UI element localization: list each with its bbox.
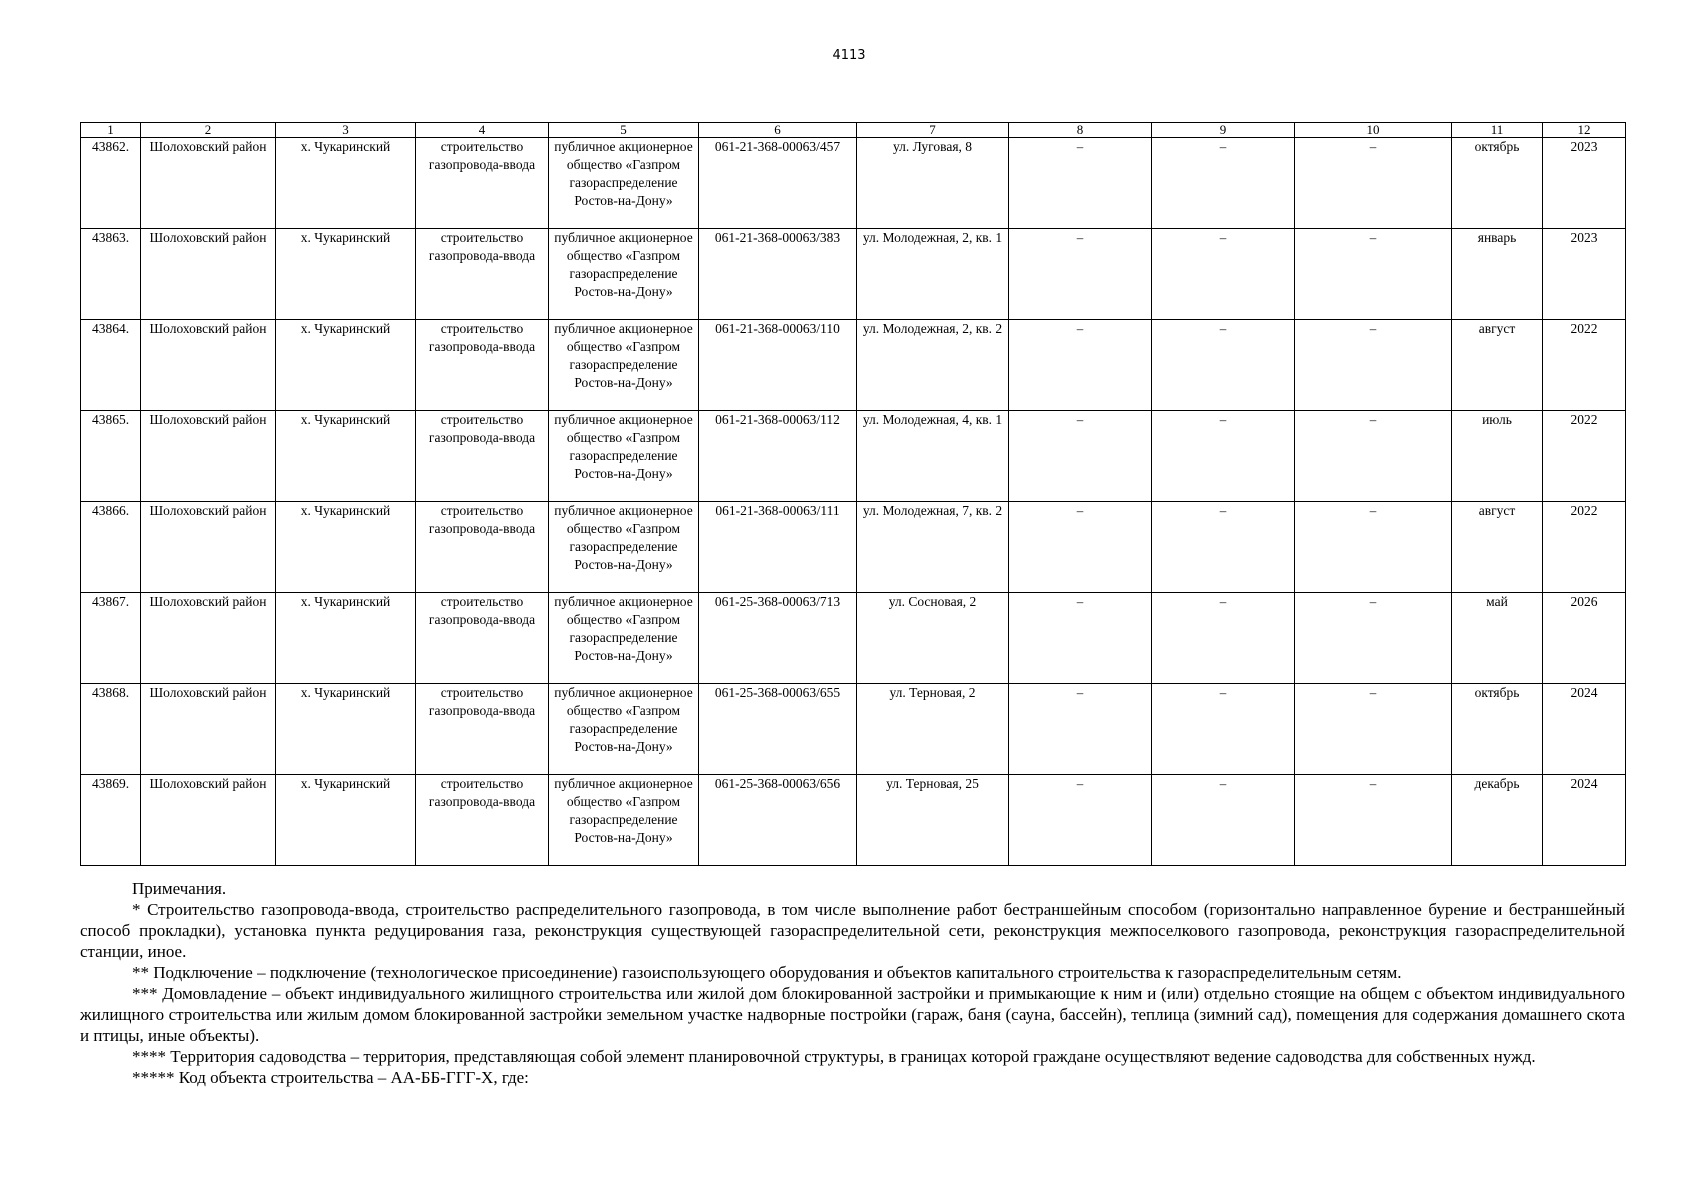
column-8-cell: – bbox=[1009, 320, 1152, 411]
year-cell: 2022 bbox=[1543, 411, 1626, 502]
locality-cell: х. Чукаринский bbox=[276, 593, 416, 684]
column-10-cell: – bbox=[1295, 411, 1452, 502]
organization-cell: публичное акционерное общество «Газпром газораспределение Ростов-на-Дону» bbox=[549, 593, 699, 684]
column-10-cell: – bbox=[1295, 502, 1452, 593]
row-number: 43869. bbox=[81, 775, 141, 866]
table-row bbox=[81, 593, 1626, 684]
month-cell: январь bbox=[1452, 229, 1543, 320]
row-number: 43867. bbox=[81, 593, 141, 684]
address-cell: ул. Луговая, 8 bbox=[857, 138, 1009, 229]
organization-cell: публичное акционерное общество «Газпром газораспределение Ростов-на-Дону» bbox=[549, 320, 699, 411]
organization-cell: публичное акционерное общество «Газпром газораспределение Ростов-на-Дону» bbox=[549, 502, 699, 593]
organization-cell: публичное акционерное общество «Газпром газораспределение Ростов-на-Дону» bbox=[549, 775, 699, 866]
district-cell: Шолоховский район bbox=[141, 775, 276, 866]
object-code-cell: 061-21-368-00063/112 bbox=[699, 411, 857, 502]
notes-section bbox=[80, 878, 1625, 1088]
column-10-cell: – bbox=[1295, 229, 1452, 320]
month-cell: август bbox=[1452, 502, 1543, 593]
column-number: 3 bbox=[276, 123, 416, 138]
column-10-cell: – bbox=[1295, 320, 1452, 411]
notes-heading: Примечания. bbox=[132, 879, 227, 898]
note-paragraph: ** Подключение – подключение (технологическое присоединение) газоиспользующего оборудования и объектов капитального строительства к газораспределительным сетям. bbox=[132, 963, 1402, 982]
column-8-cell: – bbox=[1009, 138, 1152, 229]
locality-cell: х. Чукаринский bbox=[276, 502, 416, 593]
column-9-cell: – bbox=[1152, 138, 1295, 229]
column-number: 9 bbox=[1152, 123, 1295, 138]
page-number: 4113 bbox=[832, 48, 866, 63]
month-cell: декабрь bbox=[1452, 775, 1543, 866]
month-cell: октябрь bbox=[1452, 138, 1543, 229]
organization-cell: публичное акционерное общество «Газпром газораспределение Ростов-на-Дону» bbox=[549, 138, 699, 229]
column-10-cell: – bbox=[1295, 684, 1452, 775]
column-number: 5 bbox=[549, 123, 699, 138]
column-8-cell: – bbox=[1009, 502, 1152, 593]
row-number: 43866. bbox=[81, 502, 141, 593]
table-row bbox=[81, 320, 1626, 411]
column-8-cell: – bbox=[1009, 684, 1152, 775]
month-cell: октябрь bbox=[1452, 684, 1543, 775]
month-cell: июль bbox=[1452, 411, 1543, 502]
row-number: 43868. bbox=[81, 684, 141, 775]
registry-table bbox=[80, 122, 1626, 866]
object-code-cell: 061-25-368-00063/713 bbox=[699, 593, 857, 684]
column-number: 10 bbox=[1295, 123, 1452, 138]
column-8-cell: – bbox=[1009, 411, 1152, 502]
district-cell: Шолоховский район bbox=[141, 229, 276, 320]
column-10-cell: – bbox=[1295, 775, 1452, 866]
address-cell: ул. Молодежная, 7, кв. 2 bbox=[857, 502, 1009, 593]
object-code-cell: 061-21-368-00063/457 bbox=[699, 138, 857, 229]
locality-cell: х. Чукаринский bbox=[276, 138, 416, 229]
address-cell: ул. Молодежная, 4, кв. 1 bbox=[857, 411, 1009, 502]
work-type-cell: строительство газопровода-ввода bbox=[416, 775, 549, 866]
year-cell: 2026 bbox=[1543, 593, 1626, 684]
work-type-cell: строительство газопровода-ввода bbox=[416, 229, 549, 320]
organization-cell: публичное акционерное общество «Газпром газораспределение Ростов-на-Дону» bbox=[549, 229, 699, 320]
note-paragraph: ***** Код объекта строительства – АА-ББ-ГГГ-Х, где: bbox=[132, 1068, 529, 1087]
year-cell: 2023 bbox=[1543, 229, 1626, 320]
column-number: 1 bbox=[81, 123, 141, 138]
column-9-cell: – bbox=[1152, 320, 1295, 411]
row-number: 43862. bbox=[81, 138, 141, 229]
district-cell: Шолоховский район bbox=[141, 593, 276, 684]
column-9-cell: – bbox=[1152, 593, 1295, 684]
table-row bbox=[81, 502, 1626, 593]
object-code-cell: 061-21-368-00063/110 bbox=[699, 320, 857, 411]
column-number: 7 bbox=[857, 123, 1009, 138]
district-cell: Шолоховский район bbox=[141, 502, 276, 593]
column-number: 4 bbox=[416, 123, 549, 138]
address-cell: ул. Молодежная, 2, кв. 1 bbox=[857, 229, 1009, 320]
year-cell: 2024 bbox=[1543, 684, 1626, 775]
object-code-cell: 061-21-368-00063/383 bbox=[699, 229, 857, 320]
note-paragraph: **** Территория садоводства – территория, представляющая собой элемент планировочной структуры, в границах которой граждане осуществляют ведение садоводства для собственных нужд. bbox=[132, 1047, 1536, 1066]
table-row bbox=[81, 138, 1626, 229]
object-code-cell: 061-25-368-00063/656 bbox=[699, 775, 857, 866]
column-number: 11 bbox=[1452, 123, 1543, 138]
locality-cell: х. Чукаринский bbox=[276, 229, 416, 320]
column-10-cell: – bbox=[1295, 593, 1452, 684]
locality-cell: х. Чукаринский bbox=[276, 684, 416, 775]
year-cell: 2023 bbox=[1543, 138, 1626, 229]
column-10-cell: – bbox=[1295, 138, 1452, 229]
column-9-cell: – bbox=[1152, 229, 1295, 320]
year-cell: 2022 bbox=[1543, 320, 1626, 411]
row-number: 43864. bbox=[81, 320, 141, 411]
row-number: 43865. bbox=[81, 411, 141, 502]
month-cell: май bbox=[1452, 593, 1543, 684]
column-9-cell: – bbox=[1152, 411, 1295, 502]
district-cell: Шолоховский район bbox=[141, 320, 276, 411]
district-cell: Шолоховский район bbox=[141, 138, 276, 229]
table-row bbox=[81, 684, 1626, 775]
column-number: 6 bbox=[699, 123, 857, 138]
column-9-cell: – bbox=[1152, 502, 1295, 593]
column-number: 8 bbox=[1009, 123, 1152, 138]
work-type-cell: строительство газопровода-ввода bbox=[416, 684, 549, 775]
column-number-row bbox=[81, 123, 1626, 138]
address-cell: ул. Сосновая, 2 bbox=[857, 593, 1009, 684]
object-code-cell: 061-25-368-00063/655 bbox=[699, 684, 857, 775]
column-8-cell: – bbox=[1009, 229, 1152, 320]
year-cell: 2022 bbox=[1543, 502, 1626, 593]
work-type-cell: строительство газопровода-ввода bbox=[416, 411, 549, 502]
column-8-cell: – bbox=[1009, 775, 1152, 866]
work-type-cell: строительство газопровода-ввода bbox=[416, 320, 549, 411]
table-row bbox=[81, 411, 1626, 502]
locality-cell: х. Чукаринский bbox=[276, 320, 416, 411]
address-cell: ул. Молодежная, 2, кв. 2 bbox=[857, 320, 1009, 411]
table-row bbox=[81, 775, 1626, 866]
work-type-cell: строительство газопровода-ввода bbox=[416, 593, 549, 684]
row-number: 43863. bbox=[81, 229, 141, 320]
column-8-cell: – bbox=[1009, 593, 1152, 684]
column-9-cell: – bbox=[1152, 684, 1295, 775]
note-paragraph: * Строительство газопровода-ввода, строительство распределительного газопровода, в том числе выполнение работ бестраншейным способом (горизонтально направленное бурение и бестраншейный способ прокладки), установка пункта редуцирования газа, реконструкция существующей газораспределительной сети, реконструкция межпоселкового газопровода, реконструкция газораспределительной станции, иное. bbox=[80, 900, 1625, 961]
object-code-cell: 061-21-368-00063/111 bbox=[699, 502, 857, 593]
address-cell: ул. Терновая, 2 bbox=[857, 684, 1009, 775]
district-cell: Шолоховский район bbox=[141, 411, 276, 502]
column-number: 2 bbox=[141, 123, 276, 138]
note-paragraph: *** Домовладение – объект индивидуального жилищного строительства или жилой дом блокированной застройки и примыкающие к ним и (или) отдельно стоящие на общем с объектом индивидуального жилищного строительства или жилым домом блокированной застройки земельном участке надворные постройки (гараж, баня (сауна, бассейн), теплица (зимний сад), помещения для содержания домашнего скота и птицы, иные объекты). bbox=[80, 984, 1625, 1045]
work-type-cell: строительство газопровода-ввода bbox=[416, 502, 549, 593]
table-row bbox=[81, 229, 1626, 320]
month-cell: август bbox=[1452, 320, 1543, 411]
address-cell: ул. Терновая, 25 bbox=[857, 775, 1009, 866]
organization-cell: публичное акционерное общество «Газпром газораспределение Ростов-на-Дону» bbox=[549, 684, 699, 775]
column-number: 12 bbox=[1543, 123, 1626, 138]
locality-cell: х. Чукаринский bbox=[276, 775, 416, 866]
year-cell: 2024 bbox=[1543, 775, 1626, 866]
district-cell: Шолоховский район bbox=[141, 684, 276, 775]
column-9-cell: – bbox=[1152, 775, 1295, 866]
work-type-cell: строительство газопровода-ввода bbox=[416, 138, 549, 229]
locality-cell: х. Чукаринский bbox=[276, 411, 416, 502]
organization-cell: публичное акционерное общество «Газпром газораспределение Ростов-на-Дону» bbox=[549, 411, 699, 502]
